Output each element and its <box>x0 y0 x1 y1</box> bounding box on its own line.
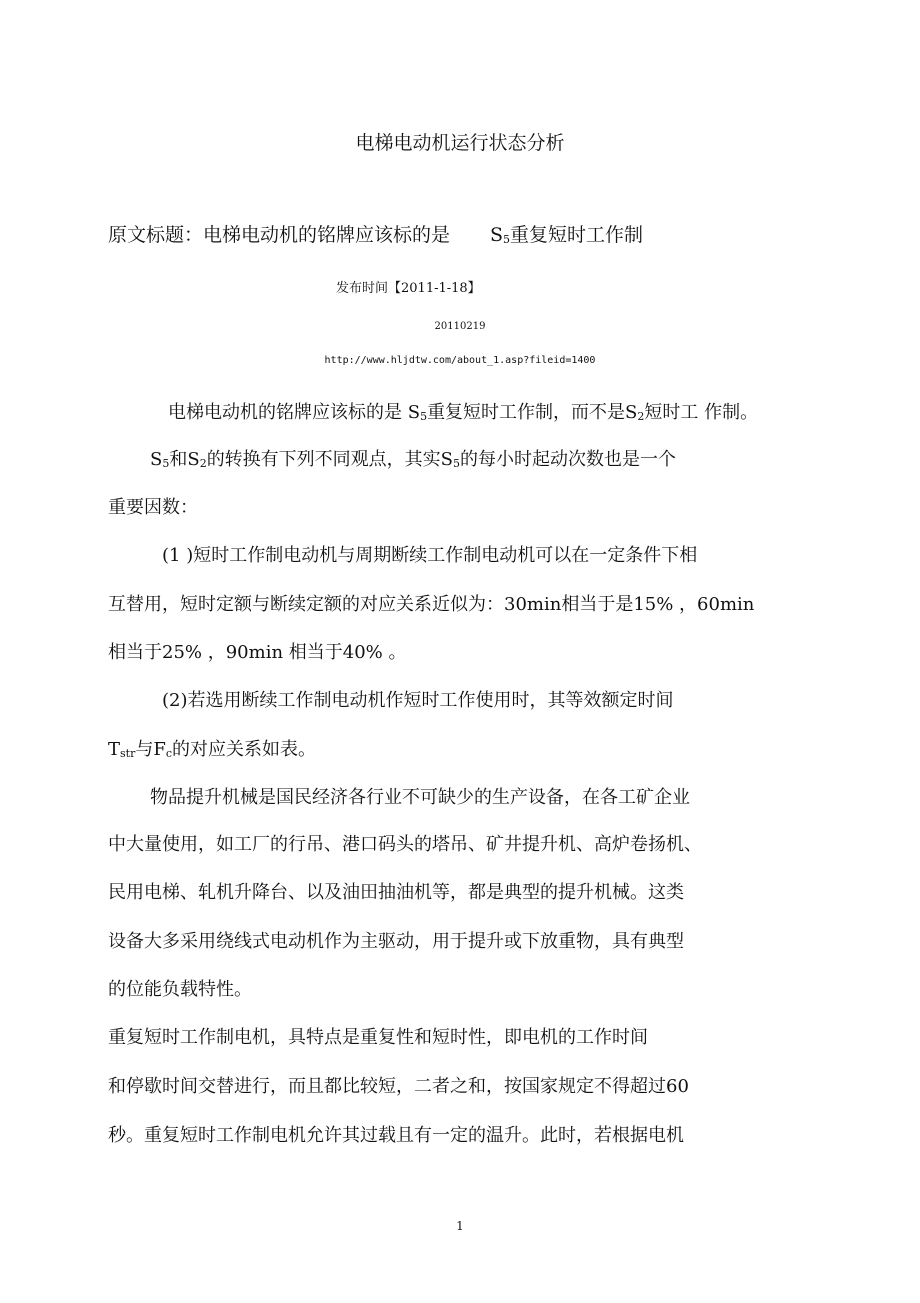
publish-date: 发布时间【2011-1-18】 <box>336 281 481 296</box>
p4-text-f: 与F <box>135 739 166 760</box>
paragraph-2-line-2: 重要因数： <box>108 497 198 518</box>
p2-text-c: 的转换有下列不同观点，其实S <box>206 449 454 470</box>
original-title-sub: 5 <box>503 233 511 246</box>
paragraph-6-line-2: 和停歇时间交替进行，而且都比较短，二者之和，按国家规定不得超过60 <box>108 1076 689 1097</box>
original-title-prefix: 原文标题：电梯电动机的铭牌应该标的是 <box>108 224 451 246</box>
paragraph-5-line-1: 物品提升机械是国民经济各行业不可缺少的生产设备，在各工矿企业 <box>150 787 690 808</box>
original-title-s: S <box>490 224 504 246</box>
paragraph-3-line-1: (1 )短时工作制电动机与周期断续工作制电动机可以在一定条件下相 <box>162 545 698 566</box>
paragraph-5-line-3: 民用电梯、轧机升降台、以及油田抽油机等，都是典型的提升机械。这类 <box>108 882 684 903</box>
p4-sub-c: c <box>165 747 173 760</box>
p2-text-b: 和S <box>169 449 200 470</box>
paragraph-6-line-3: 秒。重复短时工作制电机允许其过载且有一定的温升。此时，若根据电机 <box>108 1125 684 1146</box>
document-number: 20110219 <box>434 321 486 332</box>
paragraph-1-line-1 <box>168 398 758 424</box>
paragraph-3-line-3: 相当于25% ，90min 相当于40% 。 <box>108 642 407 663</box>
p1-text-b: 重复短时工作制，而不是S <box>427 402 638 423</box>
source-url: http://www.hljdtw.com/about_1.asp?fileid=1400 <box>324 355 596 366</box>
paragraph-6-line-1: 重复短时工作制电机，具特点是重复性和短时性，即电机的工作时间 <box>108 1027 648 1048</box>
p4-text-t: T <box>108 739 121 760</box>
document-title: 电梯电动机运行状态分析 <box>355 132 565 154</box>
paragraph-2-line-1 <box>150 445 676 471</box>
p2-sub-2: 2 <box>199 457 207 470</box>
p1-sub-2: 2 <box>637 410 645 423</box>
paragraph-5-line-4: 设备大多采用绕线式电动机作为主驱动，用于提升或下放重物，具有典型 <box>108 931 684 952</box>
original-title-suffix: 重复短时工作制 <box>510 224 644 246</box>
paragraph-3-line-2: 互替用，短时定额与断续定额的对应关系近似为：30min相当于是15% ，60min <box>108 594 755 615</box>
p1-sub-1: 5 <box>420 410 428 423</box>
p2-text-d: 的每小时起动次数也是一个 <box>460 449 677 470</box>
paragraph-5-line-2: 中大量使用，如工厂的行吊、港口码头的塔吊、矿井提升机、高炉卷扬机、 <box>108 834 702 855</box>
page-number: 1 <box>456 1219 464 1233</box>
p2-text-a: S <box>150 449 163 470</box>
p1-text-a: 电梯电动机的铭牌应该标的是 S <box>168 402 421 423</box>
p2-sub-1: 5 <box>162 457 170 470</box>
paragraph-5-line-5: 的位能负载特性。 <box>108 979 252 1000</box>
p1-text-c: 短时工 作制。 <box>644 402 759 423</box>
original-title-line <box>108 220 643 247</box>
paragraph-4-line-2 <box>108 735 316 761</box>
p4-text-rest: 的对应关系如表。 <box>172 739 317 760</box>
p4-sub-str: str <box>120 747 136 760</box>
p2-sub-3: 5 <box>453 457 461 470</box>
paragraph-4-line-1: (2)若选用断续工作制电动机作短时工作使用时，其等效额定时间 <box>162 690 674 711</box>
